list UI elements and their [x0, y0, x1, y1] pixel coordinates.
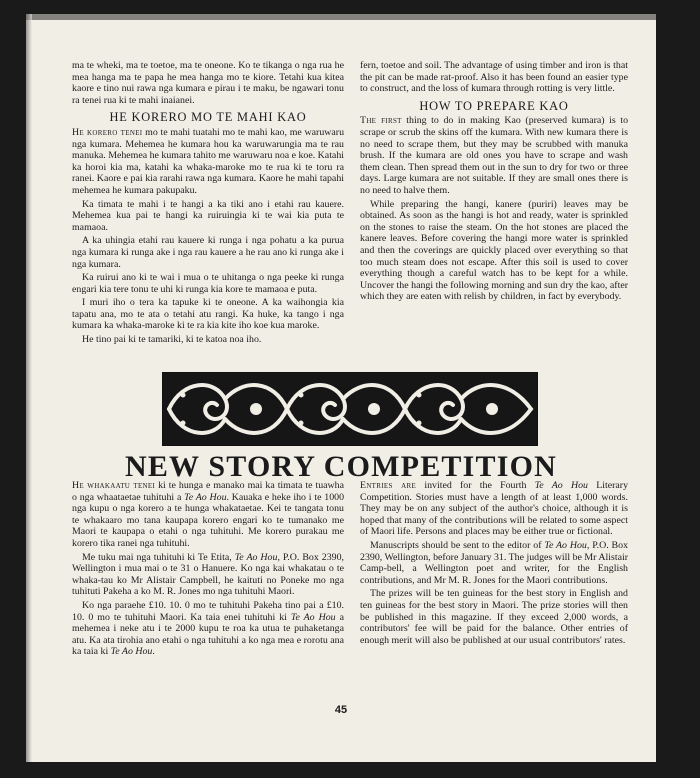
article-heading: HE KORERO MO TE MAHI KAO — [109, 110, 307, 125]
kowhaiwhai-pattern-banner — [162, 372, 538, 446]
magazine-name: Te Ao Hou — [534, 480, 588, 491]
article-paragraph: fern, toetoe and soil. The advantage of using timber and iron is that the pit can be made rat-proof. Also it has been found an easier type to construct, and the loss of kumara through rotting is very little. — [360, 60, 628, 95]
paragraph-text: mo te mahi tuatahi mo te mahi kao, me waruwaru nga kumara. Mehemea he kumara hou ka waruwarungia ma te rau manuka. Mehemea he kumara tahito me waruwaru noa e koe. Katahi ka horoi kia ma, katahi ka whaka-maroke mo te rua ki te toru ra ranei. Kaore e pai kia rarahi rawa nga kumara. Kaore he mahi tapahi mehemea he kumara pakupaku. — [72, 126, 345, 196]
magazine-page — [26, 14, 656, 762]
paragraph-text: Manuscripts should be sent to the editor of — [370, 539, 545, 551]
paragraph-text: Literary Competition. Stories must have a length of at least 1,000 words. They may be on any subject of the author's choice, although it is hoped that many of the contributions will be related to some aspect of Maori life. Persons and places may be either true or fictional. — [360, 480, 629, 538]
magazine-name: Te Ao Hou — [184, 491, 227, 503]
magazine-name: Te Ao Hou — [110, 646, 153, 658]
page-edge-shadow — [26, 14, 656, 20]
paragraph-text: . — [152, 646, 155, 658]
article-paragraph: I muri iho o tera ka tapuke ki te oneone. A ka waihongia kia tapatu ana, mo te ata o tetahi atu rangi. Ka huke, ka tango i nga kumara ka whaka-maroke ki te ra kia kite iho koe kua maroke. — [72, 297, 344, 332]
paragraph-text: . Kauaka e heke iho i te 1000 nga kupu o nga korero a te hunga whakataetae. Kei te tangata tonu te whakaaro mo tana kaupapa korero engari ko te tumanako me Maori te kaupapa o etahi o nga tuhituhi. Me korero purakau me korero tika ranei nga tuhituhi. — [72, 491, 345, 549]
magazine-name: Te Ao Hou — [234, 551, 278, 563]
english-competition-notice — [360, 480, 628, 648]
article-paragraph: Ka ruirui ano ki te wai i mua o te uhitanga o nga peeke ki runga engari kia tere tonu te uhi ki runga kia kore te mamaoa e puta. — [72, 272, 344, 295]
article-paragraph — [72, 552, 344, 598]
lead-words: He korero tenei — [72, 126, 143, 138]
paragraph-text: thing to do in making Kao (preserved kumara) is to scrape or scrub the skins off the kumara. With new kumara there is no need to scrape them, but they may be scrubbed with manuka brush. If the kumara are old ones you have to scrape and wash them clean. Then spread them out in the sun to dry for two or three days. Large kumara are not suitable. If they are small ones there is no need to halve them. — [360, 115, 629, 196]
page-fold-shadow — [26, 14, 32, 762]
paragraph-text: Ko nga paraehe £10. 10. 0 mo te tuhituhi Pakeha tino pai a £10. 10. 0 mo te tuhituhi Maori. Ka taia enei tuhituhi ki — [72, 599, 344, 623]
paragraph-text: , P.O. Box 2390, Wellington, before January 31. The judges will be Mr Alistair Camp-bell, a Wellington poet and writer, for the English contributions, and Mr M. R. Jones for the Maori contributions. — [360, 539, 629, 586]
maori-kao-article — [72, 60, 344, 348]
maori-competition-notice — [72, 480, 344, 660]
article-paragraph: He tino pai ki te tamariki, ki te katoa noa iho. — [82, 334, 262, 346]
article-heading: HOW TO PREPARE KAO — [419, 98, 569, 113]
lead-words: Entries are — [360, 480, 417, 491]
article-paragraph: ma te wheki, ma te toetoe, ma te oneone. Ko te tikanga o nga rua he mea hanga ma te papa he mea hanga mo te kiore. Tetahi kua kitea kaore e tino nui rawa nga kumara e pirau i te maku, be ngawari tonu ra tenei rua ki te mahi inaianei. — [72, 60, 344, 106]
page-title: NEW STORY COMPETITION — [124, 450, 557, 483]
article-paragraph: Ka timata te mahi i te hangi a ka tiki ano i etahi rau kauere. Mehemea kua pai te hangi ka ruiruingia ki te wai kia puta te mamaoa. — [72, 198, 344, 233]
paragraph-text: , P.O. Box 2390, Wellington i mua mai o te 31 o Hanuere. Ko nga kai whakatau o te whaka-tau ko Mr Alistair Campbell, he kaituti no Poneke mo nga tuhituti Pakeha a ko M. R. Jones mo nga tuhituhi Maori. — [72, 551, 344, 598]
page-number: 45 — [334, 704, 348, 716]
article-paragraph: While preparing the hangi, kanere (puriri) leaves may be obtained. As soon as the hangi is hot and ready, water is sprinkled on the stones to raise the steam. On the hot stones are placed the kanere leaves. Before covering the hangi more water is sprinkled and then the coverings are quickly placed over everything so that too much steam does not escape. After this soil is used to cover everything though a careful watch has to be kept for a while. Uncover the hangi the following morning and sun dry the kao, after which they are eaten with relish by children, in fact by everybody. — [360, 198, 628, 303]
article-paragraph — [360, 115, 628, 196]
magazine-name: Te Ao Hou — [290, 611, 336, 623]
paragraph-text: ki te hunga e manako mai ka timata te tuawha o nga whaataetae tuhituhi a — [72, 480, 344, 503]
article-paragraph — [72, 480, 344, 550]
article-paragraph — [72, 127, 344, 197]
lead-words: He whakaatu tenei — [72, 480, 156, 491]
paragraph-text: a mehemea i neke atu i te 2000 kupu te roa ka utua te puhaketanga atu. Ka ata tirohia ano etahi o nga tuhituhi a ko nga mea e rorotu ana ka taia ki — [72, 611, 344, 658]
article-paragraph: A ka uhingia etahi rau kauere ki runga i nga pohatu a ka purua nga kumara ki runga ake i nga rau kauere a he rau ano ki runga ake i nga kumara. — [72, 235, 344, 270]
paragraph-text: Me tuku mai nga tuhituhi ki Te Etita, — [82, 551, 235, 563]
english-kao-article — [360, 60, 628, 305]
article-paragraph — [360, 480, 628, 538]
kowhaiwhai-pattern-icon — [163, 373, 537, 445]
article-paragraph — [72, 600, 344, 658]
article-paragraph — [360, 540, 628, 586]
magazine-name: Te Ao Hou — [544, 539, 587, 551]
article-paragraph: The prizes will be ten guineas for the best story in English and ten guineas for the best story in Maori. The prize stories will then be published in this magazine. If they exceed 2,000 words, a contributors' fee will be paid for the balance. Other entries of enough merit will also be published at our usual contributors' rates. — [360, 588, 628, 646]
paragraph-text: invited for the Fourth — [416, 480, 535, 491]
lead-words: The first — [360, 115, 402, 127]
